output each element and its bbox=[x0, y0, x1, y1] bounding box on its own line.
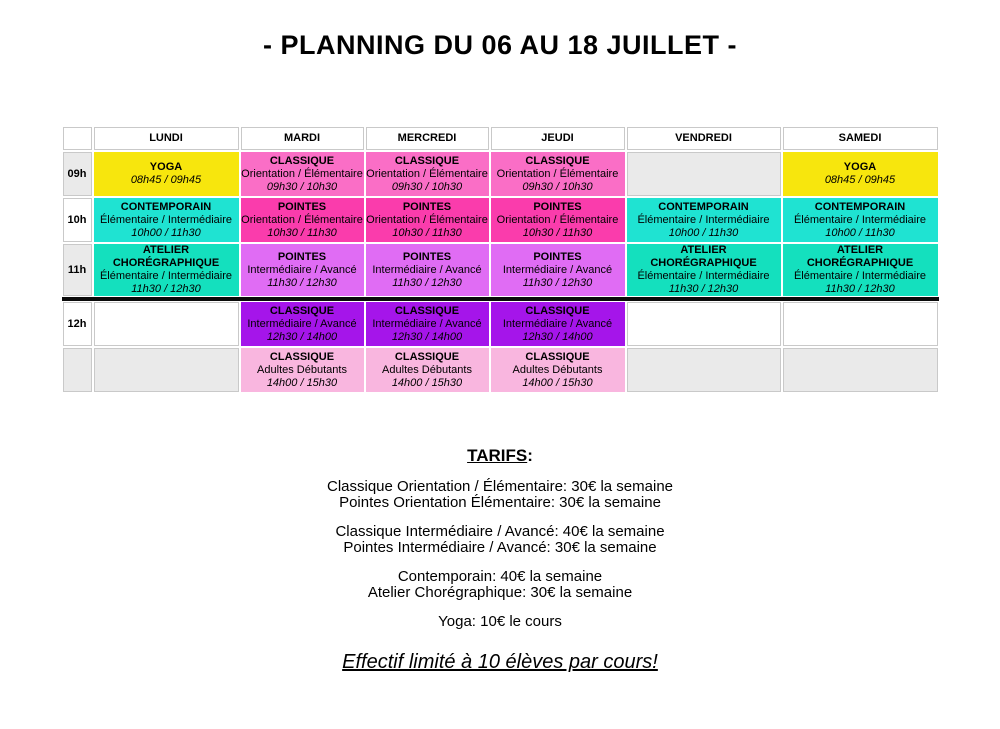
course-title: CONTEMPORAIN bbox=[120, 200, 212, 213]
course-cell bbox=[782, 243, 939, 297]
tarif-line: Yoga: 10€ le cours bbox=[438, 613, 562, 630]
course-cell bbox=[240, 151, 365, 197]
course-cell bbox=[490, 347, 626, 393]
course-title: CLASSIQUE bbox=[269, 154, 335, 167]
course-cell bbox=[365, 347, 490, 393]
course-cell bbox=[626, 197, 782, 243]
course-level: Orientation / Élémentaire bbox=[366, 167, 488, 180]
course-level: Élémentaire / Intermédiaire bbox=[99, 213, 233, 226]
course-level: Adultes Débutants bbox=[512, 363, 603, 376]
planning-table bbox=[62, 126, 939, 393]
course-hours: 12h30 / 14h00 bbox=[266, 330, 338, 343]
course-hours: 10h00 / 11h30 bbox=[668, 226, 739, 239]
course-level: Orientation / Élémentaire bbox=[241, 167, 363, 180]
course-title: POINTES bbox=[402, 200, 452, 213]
course-title: CONTEMPORAIN bbox=[814, 200, 906, 213]
tarifs-heading-colon: : bbox=[527, 446, 533, 465]
day-header-jeudi: JEUDI bbox=[490, 126, 626, 151]
empty-cell bbox=[93, 347, 240, 393]
corner-cell bbox=[62, 126, 93, 151]
course-hours: 10h30 / 11h30 bbox=[392, 226, 462, 239]
course-cell bbox=[365, 243, 490, 297]
course-hours: 11h30 / 12h30 bbox=[267, 276, 337, 289]
course-level: Élémentaire / Intermédiaire bbox=[99, 270, 233, 282]
course-hours: 10h30 / 11h30 bbox=[522, 226, 593, 239]
course-cell bbox=[490, 243, 626, 297]
time-label: 10h bbox=[62, 197, 93, 243]
course-level: Orientation / Élémentaire bbox=[366, 213, 488, 226]
course-hours: 11h30 / 12h30 bbox=[668, 283, 739, 295]
row-afternoon bbox=[62, 347, 939, 393]
course-hours: 12h30 / 14h00 bbox=[391, 330, 463, 343]
course-title: CLASSIQUE bbox=[525, 350, 590, 363]
page-title: - PLANNING DU 06 AU 18 JUILLET - bbox=[262, 30, 738, 60]
empty-cell bbox=[626, 301, 782, 347]
course-title: CLASSIQUE bbox=[394, 154, 460, 167]
course-hours: 14h00 / 15h30 bbox=[522, 376, 593, 389]
course-cell bbox=[365, 197, 490, 243]
course-level: Intermédiaire / Avancé bbox=[247, 317, 357, 330]
tarifs-heading bbox=[0, 445, 1000, 466]
course-cell bbox=[93, 243, 240, 297]
course-hours: 10h00 / 11h30 bbox=[131, 226, 201, 239]
course-hours: 10h30 / 11h30 bbox=[267, 226, 337, 239]
course-cell bbox=[93, 197, 240, 243]
course-level: Intermédiaire / Avancé bbox=[502, 317, 613, 330]
course-cell bbox=[782, 151, 939, 197]
tarif-line: Classique Intermédiaire / Avancé: 40€ la semaine bbox=[335, 523, 665, 540]
course-level: Intermédiaire / Avancé bbox=[372, 263, 482, 276]
row-11h bbox=[62, 243, 939, 297]
course-title: CLASSIQUE bbox=[525, 154, 590, 167]
course-level: Orientation / Élémentaire bbox=[496, 167, 619, 180]
course-cell bbox=[626, 243, 782, 297]
course-hours: 14h00 / 15h30 bbox=[391, 376, 463, 389]
course-cell bbox=[490, 151, 626, 197]
empty-cell bbox=[782, 301, 939, 347]
course-level: Intermédiaire / Avancé bbox=[372, 317, 482, 330]
day-header-mercredi: MERCREDI bbox=[365, 126, 490, 151]
course-cell bbox=[240, 301, 365, 347]
time-label: 11h bbox=[62, 243, 93, 297]
row-12h bbox=[62, 301, 939, 347]
course-title: ATELIER CHORÉGRAPHIQUE bbox=[650, 244, 757, 269]
course-title: CLASSIQUE bbox=[269, 304, 335, 317]
course-level: Adultes Débutants bbox=[257, 363, 347, 376]
course-level: Élémentaire / Intermédiaire bbox=[793, 213, 927, 226]
day-header-vendredi: VENDREDI bbox=[626, 126, 782, 151]
course-level: Élémentaire / Intermédiaire bbox=[793, 270, 927, 282]
course-level: Élémentaire / Intermédiaire bbox=[637, 213, 770, 226]
course-title: POINTES bbox=[402, 250, 452, 263]
course-hours: 14h00 / 15h30 bbox=[266, 376, 338, 389]
time-label bbox=[62, 347, 93, 393]
tarif-group-orientation bbox=[0, 479, 1000, 511]
course-hours: 12h30 / 14h00 bbox=[522, 330, 593, 343]
day-header-lundi: LUNDI bbox=[93, 126, 240, 151]
course-title: POINTES bbox=[533, 200, 582, 213]
tarif-line: Pointes Orientation Élémentaire: 30€ la semaine bbox=[339, 494, 661, 511]
course-title: CLASSIQUE bbox=[269, 350, 335, 363]
course-hours: 11h30 / 12h30 bbox=[131, 283, 201, 295]
course-title: POINTES bbox=[533, 250, 582, 263]
row-09h bbox=[62, 151, 939, 197]
course-title: ATELIER CHORÉGRAPHIQUE bbox=[806, 244, 914, 269]
course-hours: 09h30 / 10h30 bbox=[391, 180, 463, 193]
empty-cell bbox=[626, 151, 782, 197]
course-level: Orientation / Élémentaire bbox=[241, 213, 363, 226]
empty-cell bbox=[782, 347, 939, 393]
course-cell bbox=[490, 197, 626, 243]
course-hours: 11h30 / 12h30 bbox=[825, 283, 895, 295]
course-cell bbox=[365, 151, 490, 197]
course-cell bbox=[240, 347, 365, 393]
course-title: CLASSIQUE bbox=[394, 304, 460, 317]
tarifs-section bbox=[0, 445, 1000, 630]
time-label: 12h bbox=[62, 301, 93, 347]
course-title: POINTES bbox=[277, 200, 327, 213]
course-title: CONTEMPORAIN bbox=[658, 200, 749, 213]
course-level: Orientation / Élémentaire bbox=[496, 213, 619, 226]
course-hours: 09h30 / 10h30 bbox=[522, 180, 593, 193]
course-cell bbox=[93, 151, 240, 197]
course-cell bbox=[782, 197, 939, 243]
course-hours: 11h30 / 12h30 bbox=[522, 276, 593, 289]
course-level: Adultes Débutants bbox=[382, 363, 472, 376]
tarif-group-intermediaire bbox=[0, 524, 1000, 556]
tarif-line: Atelier Chorégraphique: 30€ la semaine bbox=[367, 584, 633, 601]
course-cell bbox=[240, 197, 365, 243]
header-row bbox=[62, 126, 939, 151]
row-10h bbox=[62, 197, 939, 243]
course-title: CLASSIQUE bbox=[525, 304, 590, 317]
course-cell bbox=[490, 301, 626, 347]
day-header-mardi: MARDI bbox=[240, 126, 365, 151]
empty-cell bbox=[93, 301, 240, 347]
course-title: YOGA bbox=[149, 161, 183, 173]
day-header-samedi: SAMEDI bbox=[782, 126, 939, 151]
course-title: ATELIER CHORÉGRAPHIQUE bbox=[112, 244, 220, 269]
course-hours: 11h30 / 12h30 bbox=[392, 276, 462, 289]
time-label: 09h bbox=[62, 151, 93, 197]
course-hours: 09h30 / 10h30 bbox=[266, 180, 338, 193]
tarifs-heading-text: TARIFS bbox=[467, 446, 528, 465]
course-hours: 08h45 / 09h45 bbox=[824, 174, 896, 186]
course-level: Intermédiaire / Avancé bbox=[502, 263, 613, 276]
course-hours: 08h45 / 09h45 bbox=[130, 174, 202, 186]
course-hours: 10h00 / 11h30 bbox=[825, 226, 895, 239]
tarif-line: Classique Orientation / Élémentaire: 30€ la semaine bbox=[326, 478, 674, 495]
footer-note: Effectif limité à 10 élèves par cours! bbox=[342, 651, 658, 673]
empty-cell bbox=[626, 347, 782, 393]
course-title: YOGA bbox=[843, 161, 877, 173]
course-title: CLASSIQUE bbox=[394, 350, 460, 363]
tarif-group-yoga bbox=[0, 614, 1000, 630]
course-level: Élémentaire / Intermédiaire bbox=[637, 270, 770, 282]
tarif-line: Contemporain: 40€ la semaine bbox=[397, 568, 603, 585]
course-title: POINTES bbox=[277, 250, 327, 263]
course-level: Intermédiaire / Avancé bbox=[247, 263, 357, 276]
course-cell bbox=[240, 243, 365, 297]
course-cell bbox=[365, 301, 490, 347]
tarif-group-contemporain bbox=[0, 569, 1000, 601]
tarif-line: Pointes Intermédiaire / Avancé: 30€ la semaine bbox=[343, 539, 657, 556]
